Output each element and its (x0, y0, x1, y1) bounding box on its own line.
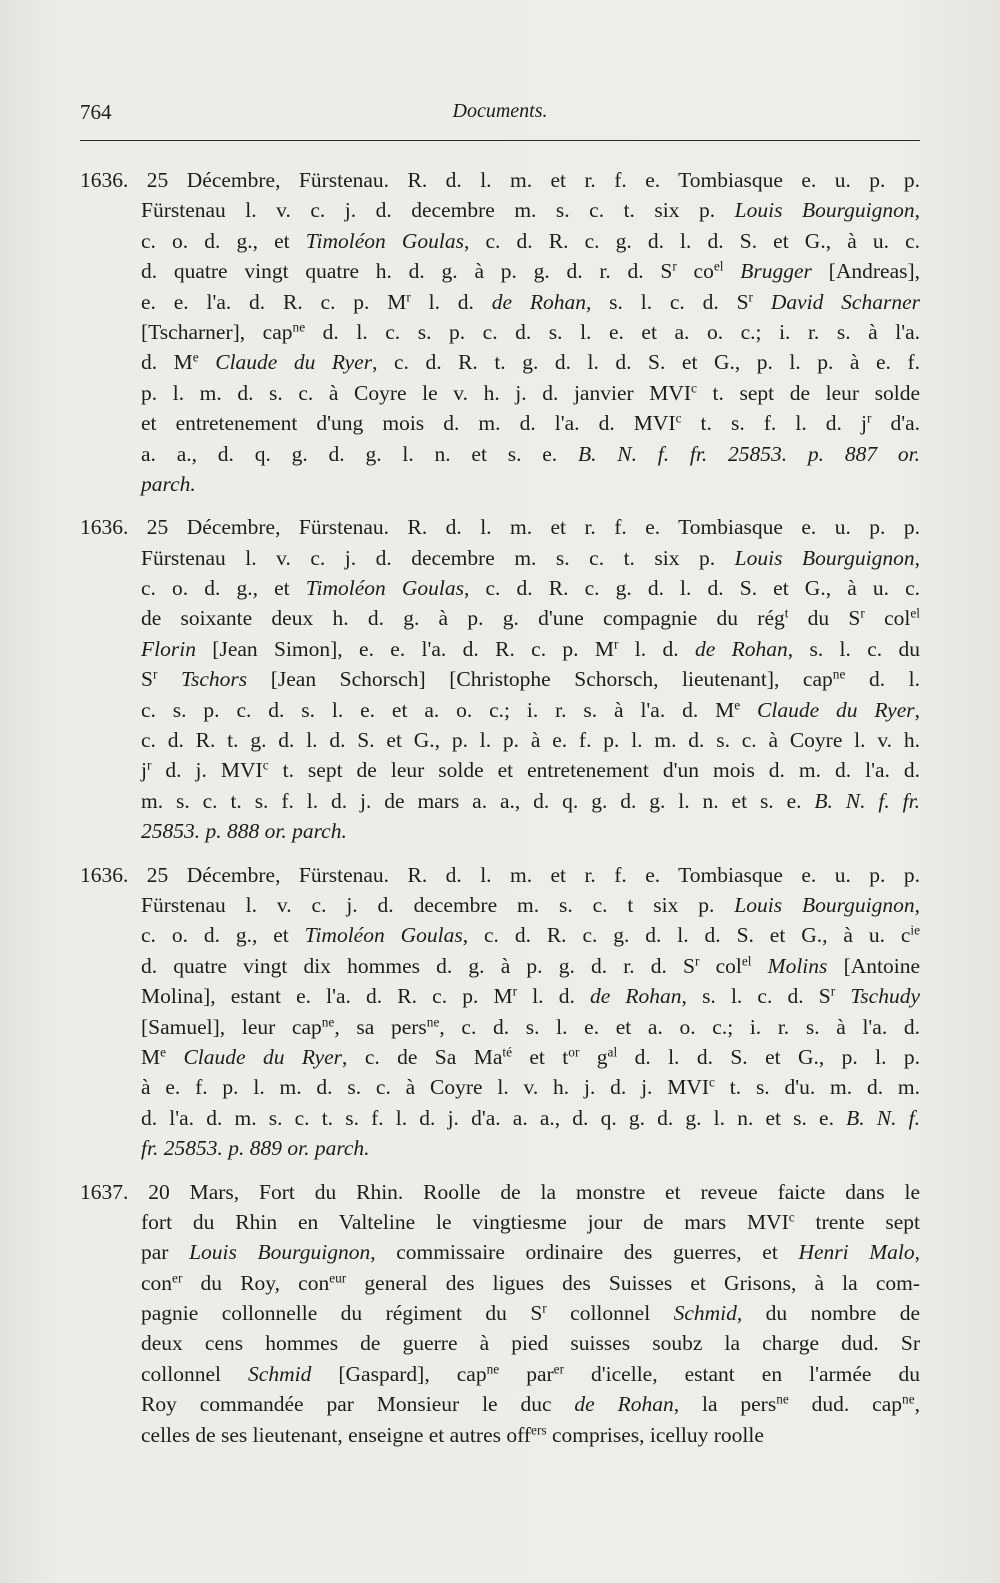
entry-text-line: celles de ses lieutenant, enseigne et autres off$^{ers}$ comprises, icelluy roolle (141, 1422, 764, 1447)
entry-text-line: d. l'a. d. m. s. c. t. s. f. l. d. j. d'a. a. a., d. q. g. d. g. l. n. et s. e. B. N. f. (141, 1105, 920, 1130)
entry-text-line: $j^r$ d. j. MVI$^c$ t. sept de leur solde et entretenement d'un mois d. m. d. l'a. d. (141, 758, 920, 783)
entry-text-line: par Louis Bourguignon, commissaire ordinaire des guerres, et Henri Malo, (141, 1240, 921, 1265)
document-entry (80, 860, 920, 1164)
entry-text-line: Roy commandée par Monsieur le duc de Rohan, la pers$^{ne}$ dud. cap$^{ne}$, (141, 1391, 920, 1417)
entry-text-line: [Tscharner], cap$^{ne}$ d. l. c. s. p. c. d. s. l. e. et a. o. c.; i. r. s. à l'a. (141, 319, 920, 344)
entry-text-line: c. o. d. g., et Timoléon Goulas, c. d. R. c. g. d. l. d. S. et G., à u. $c^{ie}$ (141, 923, 921, 948)
entry-text-line: Florin [Jean Simon], e. e. l'a. d. R. c. p. $M^r$ l. d. de Rohan, s. l. c. du (141, 636, 920, 661)
entry-text-line: [Samuel], leur cap$^{ne}$, sa pers$^{ne}$, c. d. s. l. e. et a. o. c.; i. r. s. à l'a. d. (141, 1014, 920, 1039)
entry-text-line: Fürstenau l. v. c. j. d. decembre m. s. c. t six p. Louis Bourguignon, (141, 892, 920, 917)
entry-text-line: collonnel Schmid [Gaspard], cap$^{ne}$ par$^{er}$ d'icelle, estant en l'armée du (141, 1361, 921, 1386)
entry-heading-line: 1637. 20 Mars, Fort du Rhin. Roolle de la monstre et reveue faicte dans le (80, 1179, 920, 1204)
entry-text-line: p. l. m. d. s. c. à Coyre le v. h. j. d. janvier MVI$^c$ t. sept de leur solde (141, 380, 921, 405)
entry-text-line: e. e. l'a. d. R. c. p. $M^r$ l. d. de Rohan, s. l. c. d. $S^r$ David Scharner (141, 289, 920, 314)
entry-text-line: d. quatre vingt dix hommes d. g. à p. g. d. r. d. $S^r$ col$^{el}$ Molins [Antoine (141, 953, 920, 978)
page-header (80, 100, 920, 140)
entry-text-line: Me Claude du Ryer, c. de Sa $Ma^{té}$ et $t^{or}$ $g^{al}$ d. l. d. S. et G., p. l. p. (141, 1044, 921, 1069)
entry-text-line: d. quatre vingt quatre h. d. g. à p. g. d. r. d. $S^r$ $co^{el}$ Brugger [Andreas], (141, 258, 921, 284)
entry-text-line: c. o. d. g., et Timoléon Goulas, c. d. R. c. g. d. l. d. S. et G., à u. c. (141, 228, 920, 253)
entry-text-line: deux cens hommes de guerre à pied suisses soubz la charge dud. Sr (141, 1331, 920, 1356)
entry-text-line: Molina], estant e. l'a. d. R. c. p. $M^r$ l. d. de Rohan, s. l. c. d. $S^r$ Tschudy (141, 983, 920, 1009)
entry-text-line: c. o. d. g., et Timoléon Goulas, c. d. R. c. g. d. l. d. S. et G., à u. c. (141, 576, 920, 601)
document-entry (80, 165, 920, 499)
page-number: 764 (80, 100, 112, 124)
entry-heading-line: 1636. 25 Décembre, Fürstenau. R. d. l. m. et r. f. e. Tombiasque e. u. p. p. (80, 862, 920, 887)
entry-text-line: a. a., d. q. g. d. g. l. n. et s. e. B. N. f. fr. 25853. p. 887 or. (141, 441, 920, 466)
running-head: Documents. (452, 100, 548, 122)
entry-text-line: et entretenement d'ung mois d. m. d. l'a. d. MVI$^c$ t. s. f. l. d. $j^r$ d'a. (141, 410, 921, 436)
header-rule (80, 140, 920, 141)
entry-text-line: parch. (141, 471, 196, 496)
entry-heading-line: 1636. 25 Décembre, Fürstenau. R. d. l. m. et r. f. e. Tombiasque e. u. p. p. (80, 168, 920, 192)
document-entry (80, 1177, 920, 1451)
entry-text-line: Fürstenau l. v. c. j. d. decembre m. s. c. t. six p. Louis Bourguignon, (141, 545, 920, 570)
entry-text-line: pagnie collonnelle du régiment du $S^r$ collonnel Schmid, du nombre de (141, 1300, 920, 1326)
entry-text-line: c. d. R. t. g. d. l. d. S. et G., p. l. p. à e. f. p. l. m. d. s. c. à Coyre l. v. h. (141, 728, 920, 753)
entry-text-line: à e. f. p. l. m. d. s. c. à Coyre l. v. h. j. d. j. MVI$^c$ t. s. d'u. m. d. m. (141, 1075, 920, 1100)
entry-text-line: Fürstenau l. v. c. j. d. decembre m. s. c. t. six p. Louis Bourguignon, (141, 198, 920, 223)
entry-text-line: m. s. c. t. s. f. l. d. j. de mars a. a., d. q. g. d. g. l. n. et s. e. B. N. f. fr. (141, 788, 921, 813)
entry-text-line: $S^r$ Tschors [Jean Schorsch] [Christophe Schorsch, lieutenant], cap$^{ne}$ d. l. (141, 666, 920, 692)
entry-text-line: de soixante deux h. d. g. à p. g. d'une compagnie du rég$^t$ du $S^r$ col$^{el}$ (141, 606, 920, 631)
document-body (80, 165, 920, 1463)
entry-text-line: c. s. p. c. d. s. l. e. et a. o. c.; i. r. s. à l'a. d. Me Claude du Ryer, (141, 697, 920, 722)
entry-text-line: d. Me Claude du Ryer, c. d. R. t. g. d. l. d. S. et G., p. l. p. à e. f. (141, 350, 920, 375)
entry-text-line: 25853. p. 888 or. parch. (141, 819, 347, 844)
entry-text-line: con$^{er}$ du Roy, con$^{eur}$ general des ligues des Suisses et Grisons, à la com- (141, 1270, 920, 1295)
entry-heading-line: 1636. 25 Décembre, Fürstenau. R. d. l. m. et r. f. e. Tombiasque e. u. p. p. (80, 515, 920, 540)
entry-text-line: fr. 25853. p. 889 or. parch. (141, 1136, 370, 1161)
document-entry (80, 512, 920, 846)
entry-text-line: fort du Rhin en Valteline le vingtiesme jour de mars MVI$^c$ trente sept (141, 1209, 921, 1234)
